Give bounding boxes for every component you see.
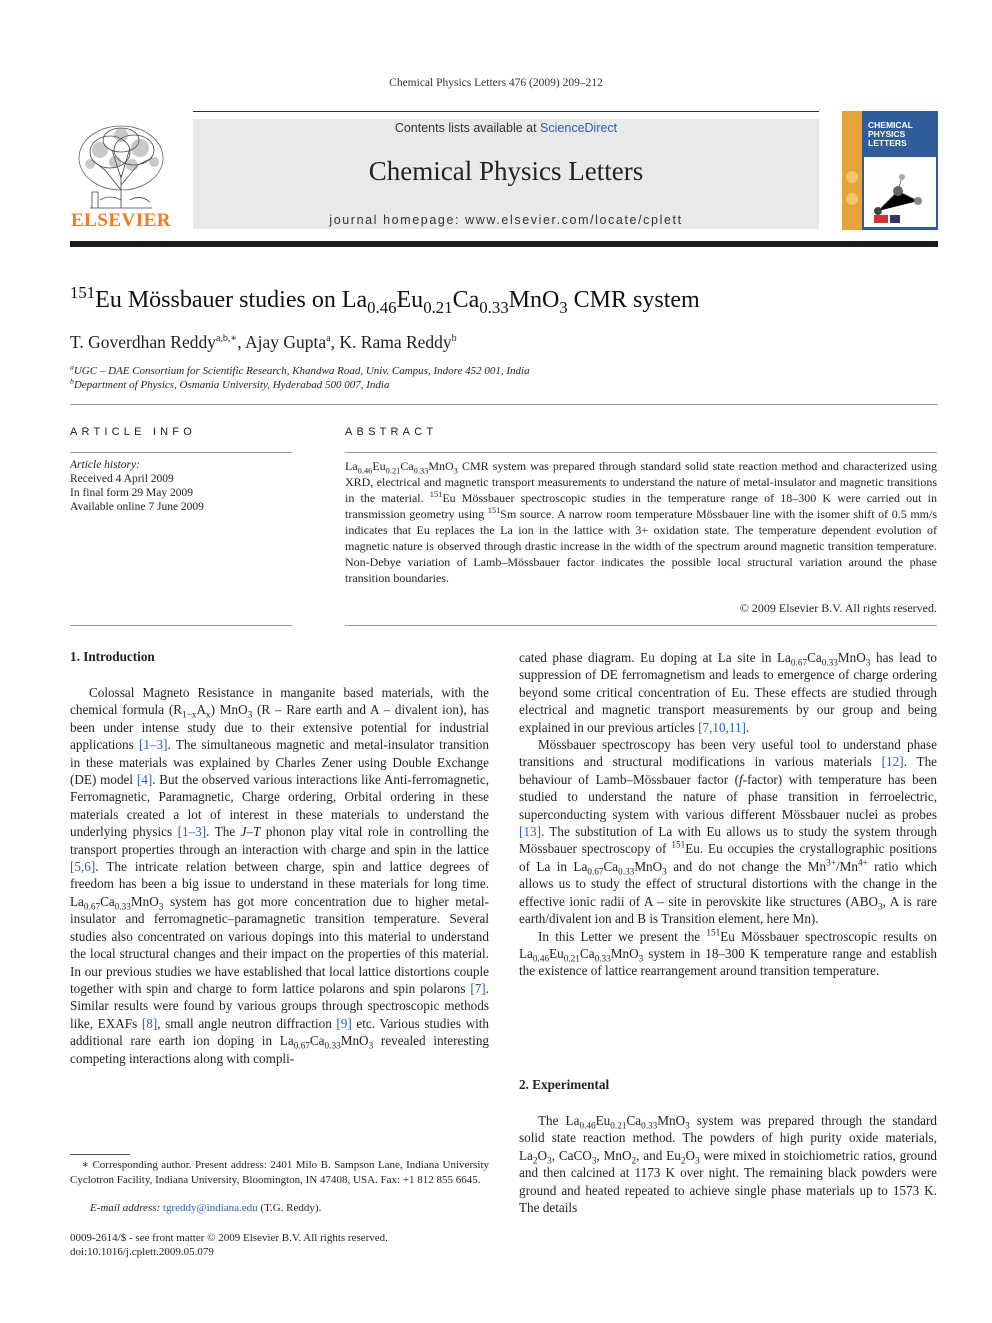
affiliation-b xyxy=(70,376,390,391)
author-list: T. Goverdhan Reddy$^{a,b,∗}$, Ajay Gupta$^a$, K. Rama Reddy$^b$ xyxy=(70,332,457,352)
cover-dot-icon xyxy=(846,193,858,205)
title-separator xyxy=(70,404,938,405)
footnote-star-icon: ∗ xyxy=(81,1159,89,1171)
cover-title-line: CHEMICAL xyxy=(868,120,913,130)
author-affil-mark: a xyxy=(326,333,331,345)
title-part: Ca xyxy=(452,287,480,313)
article-title xyxy=(70,283,940,317)
info-rule xyxy=(70,452,292,453)
introduction-body-left: Colossal Magneto Resistance in manganite based materials, with the chemical formula $(R_{1-x}A_x)$ MnO$_3$ (R – Rare earth and A – divalent ion), has been under intense study due to their extensive potential for industrial applications [1–3]. The simultaneous magnetic and metal-insulator transition in these materials was explained by Charles Zener using Double Exchange (DE) model [4]. But the observed various interactions like Anti-ferromagnetic, Ferromagnetic, Paramagnetic, Charge ordering, Orbital ordering in these materials created a lot of interest in these materials to understand the underlying physics [1–3]. The J–T phonon play vital role in controlling the transport properties through an interaction with charge and spin in the lattice [5,6]. The intricate relation between charge, spin and lattice degrees of freedom has been a big issue to understand in these materials for long time. $La_{0.67}Ca_{0.33}MnO_3$ system has got more concentration due to higher metal-insulator and ferromagnetic–paramagnetic transition temperature. Several studies also concentrated on various dopings into this material to understand the local structural changes and their impact on the properties of this material. In our previous studies we have established that local lattice distortions couple together with spin and charge to form lattice polarons and spin polarons [7]. Similar results were found by various groups through spectroscopic methods like, EXAFs [8], small angle neutron diffraction [9] etc. Various studies with additional rare earth ion doping in $La_{0.67}Ca_{0.33}MnO_3$ revealed interesting competing interactions along with compli- xyxy=(70,685,490,1066)
email-suffix: (T.G. Reddy). xyxy=(257,1202,322,1214)
section-heading-introduction: 1. Introduction xyxy=(70,649,155,664)
introduction-body-right: cated phase diagram. Eu doping at La site in $La_{0.67}Ca_{0.33}MnO_3$ has lead to suppression of DE ferromagnetism and leads to emergence of charge ordering beyond some critical concentration of Eu. These effects are studied through electrical and magnetic transport measurements by our group and being explained in our previous articles [7,10,11]. Mössbauer spectroscopy has been very useful tool to understand phase transitions and structural modifications in various materials [12]. The behaviour of Lamb–Mössbauer factor (f-factor) with temperature has been studied to understand the nature of phase transition in ferroelectric, superconducting system with various different Mössbauer nuclei as probes [13]. The substitution of La with Eu allows us to study the system through Mössbauer spectroscopy of $^{151}$Eu. Eu occupies the crystallographic positions of La in $La_{0.67}Ca_{0.33}MnO_3$ and do not change the $Mn^{3+}/Mn^{4+}$ ratio which allows us to study the effect of structural distortions with the change in the effective ionic radii of A – site in perovskite like structures ($ABO_3$, A is rare earth/divalent ion and B is Transition element, here Mn). In this Letter we present the $^{151}$Eu Mössbauer spectroscopic results on $La_{0.46}Eu_{0.21}Ca_{0.33}MnO_3$ system in 18–300 K temperature range and establish the existence of lattice rearrangement around transition temperature. xyxy=(519,650,938,979)
journal-reference: Chemical Physics Letters 476 (2009) 209–212 xyxy=(389,77,603,89)
title-part: CMR system xyxy=(567,287,700,313)
footnote-text: Corresponding author. Present address: 2401 Milo B. Sampson Lane, Indiana University Cyclotron Facility, Indiana University, Bloomington, IN 47408, USA. Fax: +1 812 855 6645. xyxy=(70,1159,489,1186)
author-affil-mark: a,b,∗ xyxy=(215,333,238,345)
history-revised: In final form 29 May 2009 xyxy=(70,487,193,499)
footnote-rule xyxy=(70,1154,130,1155)
affiliation-text: UGC – DAE Consortium for Scientific Research, Khandwa Road, Univ. Campus, Indore 452 001, India xyxy=(73,365,530,377)
header-thick-rule xyxy=(70,241,938,247)
affiliation-mark: a xyxy=(70,362,74,372)
abstract-heading: ABSTRACT xyxy=(345,426,438,438)
elsevier-wordmark: ELSEVIER xyxy=(70,210,172,231)
header-rule xyxy=(193,111,819,112)
title-part: MnO xyxy=(508,287,560,313)
info-bottom-rule xyxy=(70,625,292,626)
title-subscript: 0.33 xyxy=(479,297,509,317)
title-part: Eu xyxy=(396,287,424,313)
author-name[interactable]: K. Rama Reddy xyxy=(339,332,452,352)
title-subscript: 0.46 xyxy=(367,297,397,317)
affiliation-a xyxy=(70,362,530,377)
cover-title-line: PHYSICS xyxy=(868,129,906,139)
section-heading-experimental: 2. Experimental xyxy=(519,1077,610,1092)
footnote-email xyxy=(90,1201,321,1216)
author-affil-mark: b xyxy=(451,333,457,345)
history-label: Article history: xyxy=(70,459,140,471)
email-label: E-mail address: xyxy=(90,1202,161,1214)
title-subscript: 0.21 xyxy=(423,297,453,317)
footnote-corresponding xyxy=(70,1158,489,1187)
cover-molecule-icon xyxy=(868,171,932,225)
issn-line: 0009-2614/$ - see front matter © 2009 Elsevier B.V. All rights reserved. xyxy=(70,1232,388,1244)
title-subscript: 3 xyxy=(559,297,568,317)
experimental-body: The $La_{0.46}Eu_{0.21}Ca_{0.33}MnO_3$ system was prepared through the standard solid state reaction method. The powders of high purity oxide materials, $La_2O_3$, CaCO$_3$, MnO$_2$, and $Eu_2O_3$ were mixed in stoichiometric ratios, ground and then calcined at 1173 K over night. The remaining black powders were ground and heated repeated to achieve single phase materials up to 1573 K. The details xyxy=(519,1113,938,1216)
title-part: Eu Mössbauer studies on La xyxy=(95,287,368,313)
sciencedirect-link[interactable]: ScienceDirect xyxy=(540,121,618,135)
journal-title: Chemical Physics Letters xyxy=(368,156,644,186)
cover-title xyxy=(868,121,934,148)
history-online: Available online 7 June 2009 xyxy=(70,501,204,513)
article-info-heading: ARTICLE INFO xyxy=(70,426,196,438)
cover-title-line: LETTERS xyxy=(868,138,907,148)
journal-cover xyxy=(842,111,938,230)
affiliation-text: Department of Physics, Osmania University, Hyderabad 500 007, India xyxy=(73,379,390,391)
author-name[interactable]: T. Goverdhan Reddy xyxy=(70,332,216,352)
abstract-rule xyxy=(345,452,937,453)
abstract-copyright: © 2009 Elsevier B.V. All rights reserved. xyxy=(739,601,937,615)
doi-line[interactable]: doi:10.1016/j.cplett.2009.05.079 xyxy=(70,1246,214,1258)
title-isotope: 151 xyxy=(70,283,96,302)
contents-line xyxy=(193,121,819,135)
contents-prefix: Contents lists available at xyxy=(394,121,541,135)
cover-dot-icon xyxy=(846,171,858,183)
abstract-bottom-rule xyxy=(345,625,937,626)
journal-homepage[interactable]: journal homepage: www.elsevier.com/locate/cplett xyxy=(329,213,683,227)
author-name[interactable]: Ajay Gupta xyxy=(245,332,327,352)
affiliation-mark: b xyxy=(70,376,74,386)
email-link[interactable]: tgreddy@indiana.edu xyxy=(162,1202,258,1214)
history-received: Received 4 April 2009 xyxy=(70,473,174,485)
abstract-text: $La_{0.46}Eu_{0.21}Ca_{0.33}MnO_3$ CMR system was prepared through standard solid state reaction method and characterized using XRD, electrical and magnetic transport measurements to understand the nature of metal-insulator and magnetic transitions in the material. $^{151}$Eu Mössbauer spectroscopic studies in the temperature range of 18–300 K were carried out in transmission geometry using $^{151}$Sm source. A narrow room temperature Mössbauer line with the isomer shift of 0.5 mm/s indicates that Eu replaces the La ion in the lattice with 3+ oxidation state. The temperature dependent evolution of magnetic nature is observed through drastic increase in the width of the spectrum around magnetic transition temperature. Non-Debye variation of Lamb–Mössbauer factor indicates the possible local structural variation around the phase transition boundaries. xyxy=(345,459,937,585)
